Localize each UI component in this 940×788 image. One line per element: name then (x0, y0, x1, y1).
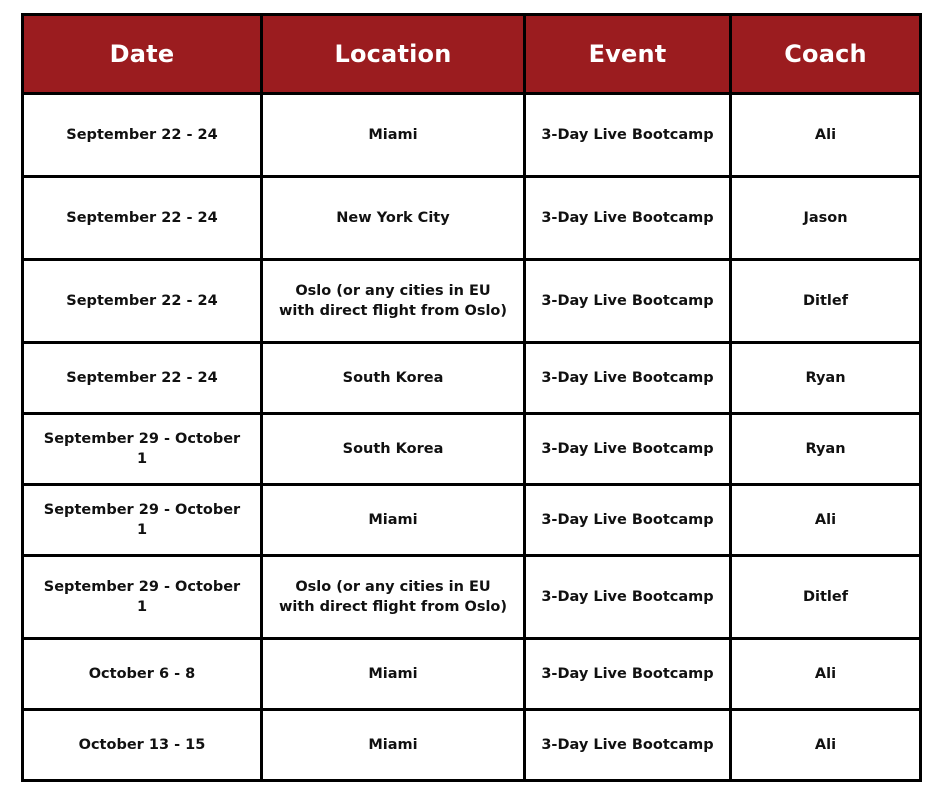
cell-event: 3-Day Live Bootcamp (525, 177, 731, 260)
cell-location: South Korea (262, 414, 525, 485)
cell-coach: Ditlef (731, 260, 921, 343)
schedule-table (21, 13, 922, 782)
cell-location: Miami (262, 710, 525, 781)
cell-coach: Ryan (731, 343, 921, 414)
cell-coach: Ali (731, 710, 921, 781)
cell-location: Miami (262, 639, 525, 710)
header-row (23, 15, 921, 94)
cell-coach: Ditlef (731, 556, 921, 639)
cell-coach: Jason (731, 177, 921, 260)
cell-event: 3-Day Live Bootcamp (525, 556, 731, 639)
cell-event: 3-Day Live Bootcamp (525, 343, 731, 414)
cell-location: Oslo (or any cities in EU with direct flight from Oslo) (262, 556, 525, 639)
header-location: Location (262, 15, 525, 94)
cell-date: October 6 - 8 (23, 639, 262, 710)
cell-coach: Ryan (731, 414, 921, 485)
table-row (23, 343, 921, 414)
cell-event: 3-Day Live Bootcamp (525, 639, 731, 710)
cell-date: September 22 - 24 (23, 177, 262, 260)
table-row (23, 639, 921, 710)
cell-event: 3-Day Live Bootcamp (525, 710, 731, 781)
table-row (23, 556, 921, 639)
cell-date: September 22 - 24 (23, 260, 262, 343)
cell-date: September 29 - October 1 (23, 485, 262, 556)
header-event: Event (525, 15, 731, 94)
cell-date: September 22 - 24 (23, 343, 262, 414)
table-row (23, 260, 921, 343)
cell-location: South Korea (262, 343, 525, 414)
table-row (23, 485, 921, 556)
header-coach: Coach (731, 15, 921, 94)
cell-event: 3-Day Live Bootcamp (525, 94, 731, 177)
cell-location: Miami (262, 94, 525, 177)
cell-event: 3-Day Live Bootcamp (525, 485, 731, 556)
table-row (23, 177, 921, 260)
cell-date: September 22 - 24 (23, 94, 262, 177)
table-row (23, 710, 921, 781)
cell-coach: Ali (731, 94, 921, 177)
cell-date: October 13 - 15 (23, 710, 262, 781)
cell-date: September 29 - October 1 (23, 414, 262, 485)
header-date: Date (23, 15, 262, 94)
cell-coach: Ali (731, 639, 921, 710)
cell-event: 3-Day Live Bootcamp (525, 260, 731, 343)
cell-location: Miami (262, 485, 525, 556)
cell-location: Oslo (or any cities in EU with direct flight from Oslo) (262, 260, 525, 343)
cell-location: New York City (262, 177, 525, 260)
cell-event: 3-Day Live Bootcamp (525, 414, 731, 485)
table-row (23, 94, 921, 177)
cell-coach: Ali (731, 485, 921, 556)
cell-date: September 29 - October 1 (23, 556, 262, 639)
table-row (23, 414, 921, 485)
